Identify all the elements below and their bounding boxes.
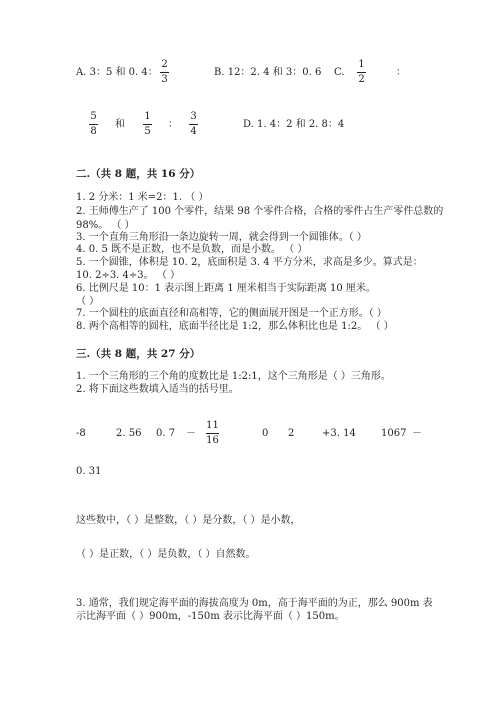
s2-line: 6. 比例尺是 10：1 表示图上距离 1 厘米相当于实际距离 10 厘米。 [76, 283, 376, 294]
s2-line: 10. 2÷3. 4÷3。 （ ） [76, 270, 181, 281]
option-c-fraction-3-4 [189, 111, 198, 138]
option-c: C. [334, 67, 345, 78]
s2-line: 2. 王师傅生产了 100 个零件，结果 98 个零件合格，合格的零件占生产零件总数的 [76, 206, 444, 217]
s3-question-1: 1. 一个三角形的三个角的度数比是 1:2:1，这个三角形是（ ）三角形。 [76, 371, 391, 382]
fraction-denominator: 4 [190, 126, 197, 137]
s2-line: 5. 一个圆锥，体积是 10. 2，底面积是 3. 4 平方分米，求高是多少。算式是： [76, 257, 423, 268]
number-item: － [186, 428, 196, 439]
number-item: 2 [288, 428, 295, 439]
fraction-numerator: 1 [358, 59, 365, 70]
s3-question-3-line-2: 示比海平面（ ）900m，-150m 表示比海平面（ ）150m。 [76, 611, 345, 622]
number-item: 2. 56 [116, 428, 142, 439]
fraction-denominator: 16 [206, 435, 219, 446]
s2-line: 4. 0. 5 既不是正数，也不是负数，而是小数。 （ ） [76, 244, 308, 255]
option-c-colon-2: ： [168, 119, 178, 130]
s2-line: 3. 一个直角三角形沿一条边旋转一周，就会得到一个圆锥体。（ ） [76, 232, 367, 243]
fraction-bar [143, 124, 152, 125]
option-a-fraction [160, 59, 169, 86]
option-b: B. 12：2. 4 和 3：0. 6 [214, 67, 322, 78]
number-item: 0. 31 [76, 466, 102, 477]
fraction-numerator: 2 [161, 59, 168, 70]
number-item-fraction [206, 420, 219, 447]
section-2-title: 二.（共 8 题，共 16 分） [76, 168, 201, 180]
option-c-colon: ： [396, 67, 406, 78]
option-c-fraction-1-5 [143, 111, 152, 138]
s2-line: （ ） [76, 296, 100, 307]
number-item: － [412, 428, 422, 439]
option-c-and: 和 [115, 119, 125, 130]
option-d: D. 1. 4：2 和 2. 8：4 [243, 119, 345, 130]
number-item: 0. 7 [156, 428, 176, 439]
option-c-fraction-5-8 [89, 111, 98, 138]
number-item: 0 [262, 428, 269, 439]
fraction-bar [160, 72, 169, 73]
s2-line: 8. 两个高相等的圆柱，底面半径比是 1:2，那么体积比也是 1:2。 （ ） [76, 321, 394, 332]
s2-line: 1. 2 分米：1 米=2：1. （ ） [76, 192, 209, 203]
number-item: -8 [76, 428, 86, 439]
fraction-numerator: 1 [144, 111, 151, 122]
fraction-numerator: 5 [90, 111, 97, 122]
fraction-bar [357, 72, 366, 73]
fill-line-1: 这些数中，（ ）是整数，（ ）是分数，（ ）是小数， [76, 515, 301, 526]
fraction-numerator: 3 [190, 111, 197, 122]
fill-line-2: （ ）是正数，（ ）是负数，（ ）自然数。 [76, 549, 256, 560]
s3-question-2: 2. 将下面这些数填入适当的括号里。 [76, 384, 239, 395]
fraction-bar [89, 124, 98, 125]
number-item: 1067 [381, 428, 407, 439]
option-c-fraction [357, 59, 366, 86]
fraction-numerator: 11 [206, 420, 219, 431]
section-3-title: 三.（共 8 题，共 27 分） [76, 348, 201, 360]
number-item: +3. 14 [322, 428, 356, 439]
fraction-bar [206, 433, 219, 434]
fraction-denominator: 8 [90, 126, 97, 137]
fraction-denominator: 3 [161, 74, 168, 85]
s3-question-3-line-1: 3. 通常，我们规定海平面的海拔高度为 0m，高于海平面的为正，那么 900m 表 [76, 598, 433, 609]
s2-line: 7. 一个圆柱的底面直径和高相等，它的侧面展开图是一个正方形。（ ） [76, 308, 387, 319]
s2-line: 98%。 （ ） [76, 220, 135, 231]
option-a: A. 3：5 和 0. 4： [76, 67, 158, 78]
fraction-bar [189, 124, 198, 125]
fraction-denominator: 5 [144, 126, 151, 137]
fraction-denominator: 2 [358, 74, 365, 85]
